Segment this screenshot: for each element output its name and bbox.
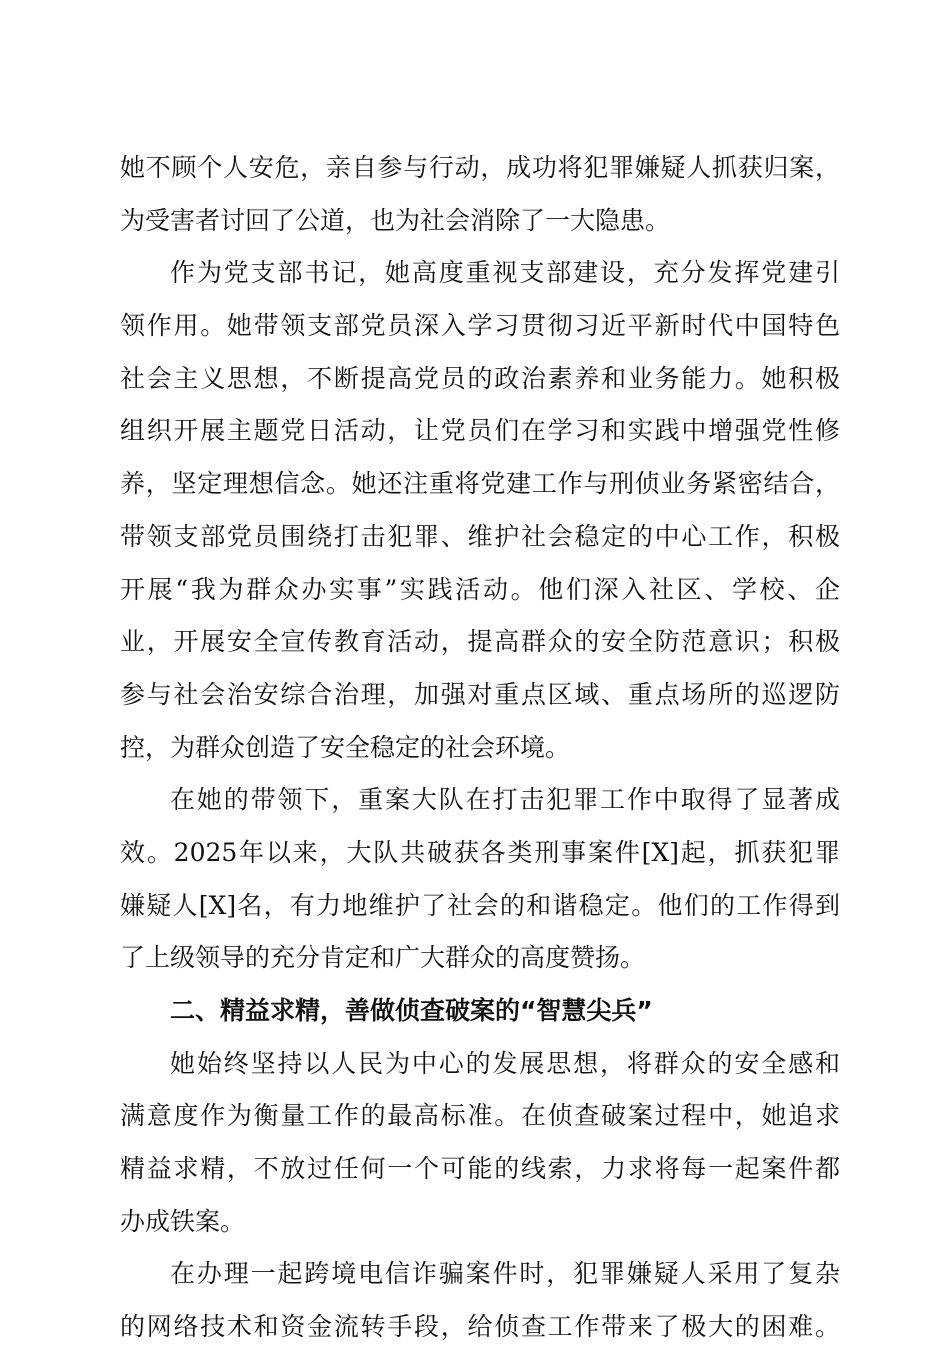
document-body — [120, 142, 840, 1354]
text-line: 为受害者讨回了公道，也为社会消除了一大隐患。 — [120, 205, 671, 235]
text-line: 满意度作为衡量工作的最高标准。在侦查破案过程中，她追求 — [120, 1101, 840, 1131]
text-line: 带领支部党员围绕打击犯罪、维护社会稳定的中心工作，积极 — [120, 521, 840, 551]
text-line: 控，为群众创造了安全稳定的社会环境。 — [120, 732, 571, 762]
text-line: 嫌疑人[X]名，有力地维护了社会的和谐稳定。他们的工作得到 — [120, 890, 840, 920]
text-line: 参与社会治安综合治理，加强对重点区域、重点场所的巡逻防 — [120, 679, 840, 709]
text-line: 社会主义思想，不断提高党员的政治素养和业务能力。她积极 — [120, 363, 840, 393]
text-line: 养，坚定理想信念。她还注重将党建工作与刑侦业务紧密结合， — [120, 469, 840, 499]
text-line: 作为党支部书记，她高度重视支部建设，充分发挥党建引 — [170, 258, 840, 288]
text-line: 她始终坚持以人民为中心的发展思想，将群众的安全感和 — [170, 1048, 840, 1078]
text-line: 的网络技术和资金流转手段，给侦查工作带来了极大的困难。 — [120, 1312, 840, 1342]
text-line: 在她的带领下，重案大队在打击犯罪工作中取得了显著成 — [170, 785, 840, 815]
text-line: 开展“我为群众办实事”实践活动。他们深入社区、学校、企 — [120, 574, 840, 604]
text-line: 了上级领导的充分肯定和广大群众的高度赞扬。 — [120, 943, 646, 973]
text-line: 组织开展主题党日活动，让党员们在学习和实践中增强党性修 — [120, 416, 840, 446]
text-line: 效。2025年以来，大队共破获各类刑事案件[X]起，抓获犯罪 — [120, 837, 840, 867]
text-line: 领作用。她带领支部党员深入学习贯彻习近平新时代中国特色 — [120, 311, 840, 341]
section-heading: 二、精益求精，善做侦查破案的“智慧尖兵” — [170, 996, 653, 1025]
text-line: 办成铁案。 — [120, 1206, 246, 1236]
text-line: 她不顾个人安危，亲自参与行动，成功将犯罪嫌疑人抓获归案， — [120, 153, 840, 182]
text-line: 精益求精，不放过任何一个可能的线索，力求将每一起案件都 — [120, 1154, 840, 1184]
text-line: 在办理一起跨境电信诈骗案件时，犯罪嫌疑人采用了复杂 — [170, 1259, 840, 1289]
text-line: 业，开展安全宣传教育活动，提高群众的安全防范意识；积极 — [120, 627, 840, 657]
